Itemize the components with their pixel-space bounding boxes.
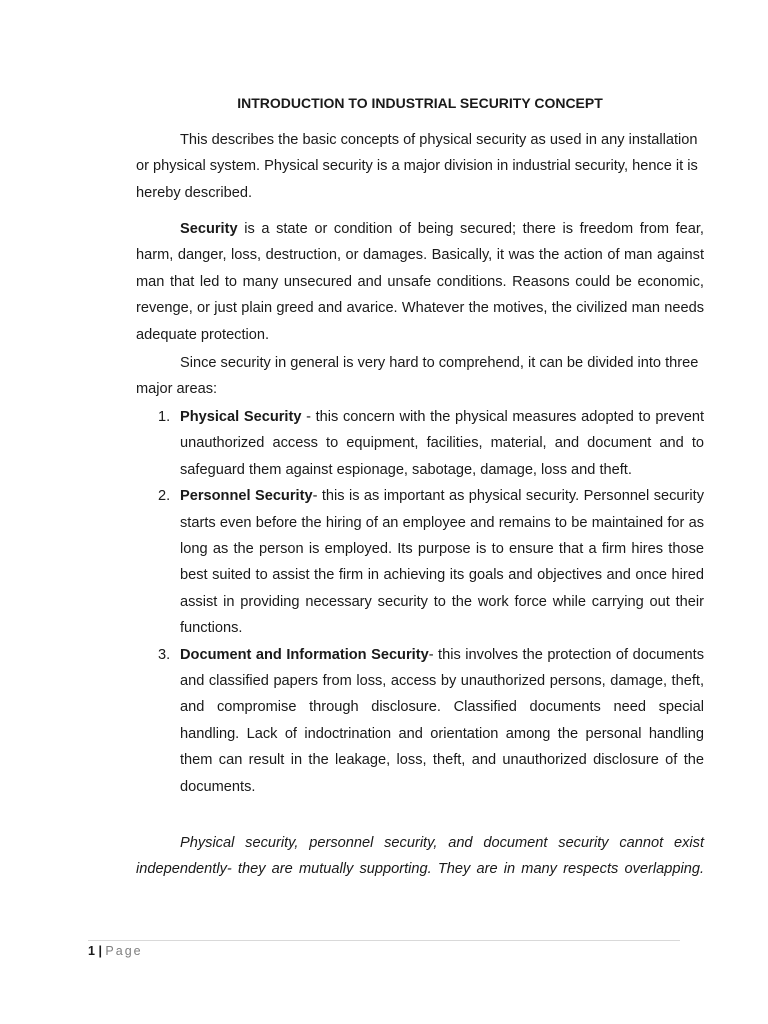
- page-label: Page: [105, 944, 143, 958]
- list-item-term: Physical Security: [180, 409, 302, 425]
- list-item-number: 1.: [158, 409, 171, 425]
- security-definition-text: is a state or condition of being secured; there is freedom from fear, harm, danger, loss, destruction, or damages. Basically, it was the action of man against man that led to many unsecured and unsafe conditions. Reasons could be economic, revenge, or just plain greed and avarice. Whatever the motives, the civilized man needs adequate protection.: [136, 221, 704, 343]
- list-item-term: Personnel Security: [180, 488, 313, 505]
- list-item-number: 3.: [158, 646, 171, 663]
- footer-separator: |: [98, 944, 102, 958]
- list-item-number: 2.: [158, 488, 171, 505]
- list-item: [136, 642, 704, 800]
- page-footer: [88, 942, 143, 960]
- closing-paragraph: Physical security, personnel security, and document security cannot exist independently- they are mutually supporting. They are in many respects overlapping.: [136, 835, 704, 878]
- list-item-text: - this involves the protection of documents and classified papers from loss, access by unauthorized persons, damage, theft, and compromise through disclosure. Classified documents need special handling. Lack of indoctrination and orientation among the personal handling them can result in the leakage, loss, theft, and unauthorized disclosure of the documents.: [180, 646, 704, 795]
- document-title: INTRODUCTION TO INDUSTRIAL SECURITY CONCEPT: [237, 95, 603, 111]
- list-item-text: - this is as important as physical security. Personnel security starts even before the hiring of an employee and remains to be maintained for as long as the person is employed. Its purpose is to ensure that a firm hires those best suited to assist the firm in achieving its goals and objectives and once hired assist in providing necessary security to the work force while carrying out their functions.: [180, 488, 704, 637]
- security-term: Security: [180, 221, 238, 237]
- security-areas-list: [136, 404, 704, 800]
- security-definition-paragraph: [136, 216, 704, 348]
- page-number: 1: [88, 944, 95, 958]
- intro-paragraph: This describes the basic concepts of physical security as used in any installation or physical system. Physical security is a major division in industrial security, hence it is hereby described.: [136, 132, 698, 201]
- list-item-term: Document and Information Security: [180, 646, 429, 663]
- list-item: [136, 483, 704, 641]
- footer-divider: [88, 940, 680, 941]
- areas-intro-paragraph: Since security in general is very hard to comprehend, it can be divided into three major areas:: [136, 355, 699, 398]
- list-item-text: - this concern with the physical measures adopted to prevent unauthorized access to equipment, facilities, material, and document and to safeguard them against espionage, sabotage, damage, loss and theft.: [180, 409, 704, 478]
- list-item: [136, 404, 704, 483]
